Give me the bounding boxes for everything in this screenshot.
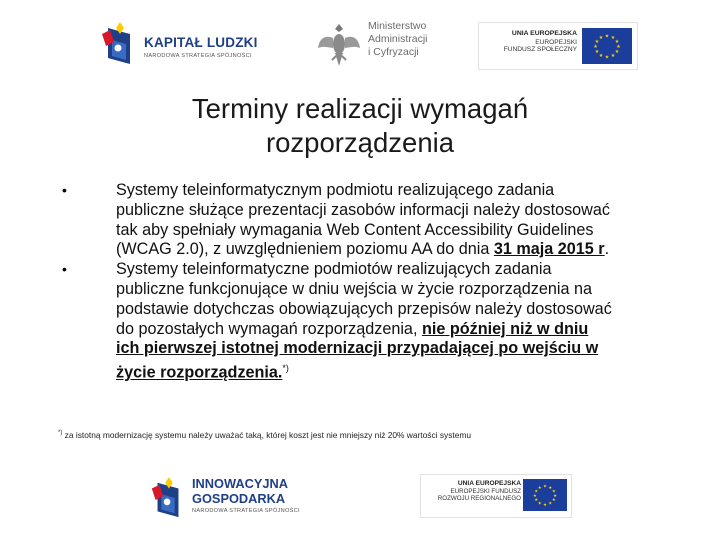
bullet-2-emphasis: nie później niż w dniu ich pierwszej istotnej modernizacji przypadającej po wejściu w życie rozporządzenia. [116,319,599,382]
kapital-ludzki-subtitle: NARODOWA STRATEGIA SPÓJNOŚCI [144,53,252,59]
bullet-text-2 [116,260,616,383]
slide-title-line-1: Terminy realizacji wymagań [191,93,529,124]
svg-text:★: ★ [551,498,556,504]
kapital-ludzki-title: KAPITAŁ LUDZKI [144,35,258,50]
eu-regional-fund-logo [420,474,572,518]
innowacyjna-subtitle: NARODOWA STRATEGIA SPÓJNOŚCI [192,508,300,514]
svg-text:★: ★ [543,503,547,508]
svg-text:★: ★ [551,489,556,495]
svg-text:★: ★ [593,44,598,50]
slide-title [100,92,620,160]
svg-text:★: ★ [553,493,558,499]
polish-eagle-icon [316,20,362,70]
ministry-line-3: i Cyfryzacji [368,46,419,58]
innowacyjna-gospodarka-emblem-icon [148,474,188,524]
svg-text:★: ★ [604,33,610,40]
bullet-marker: • [62,182,67,198]
svg-text:★: ★ [614,39,620,45]
svg-text:★: ★ [543,484,547,490]
bullet-item-2 [0,260,720,383]
svg-text:★: ★ [598,53,604,59]
eu-logo-line-2: EUROPEJSKI [535,39,577,46]
eu2-logo-line-2: EUROPEJSKI FUNDUSZ [450,488,521,495]
innowacyjna-line-1: INNOWACYJNA [192,476,288,491]
svg-text:★: ★ [610,35,616,41]
bullet-2-body: Systemy teleinformatyczne podmiotów realizujących zadania publiczne funkcjonujące w dniu wejścia w życie rozporządzenia na podstawie dotychczas obowiązujących przepisów należy dostosować do pozostałych wymagań rozporządzenia, [116,260,612,338]
bullet-list [0,181,720,421]
eu2-logo-line-3: ROZWOJU REGIONALNEGO [437,495,521,502]
slide-title-line-2: rozporządzenia [265,127,455,158]
kapital-ludzki-logo [96,16,266,72]
eu-logo-line-1: UNIA EUROPEJSKA [511,30,577,37]
deadline-date: 31 maja 2015 r [493,240,605,259]
svg-text:★: ★ [534,489,539,495]
eu2-logo-line-1: UNIA EUROPEJSKA [457,480,521,487]
svg-text:★: ★ [537,485,542,491]
bullet-1-end: . [604,240,610,259]
eu-flag-icon [523,479,567,511]
bullet-1-body: Systemy teleinformatycznym podmiotu realizującego zadania publiczne służące prezentacji zasobów informacji należy dostosować tak aby spełniały wymagania Web Content Accessibility Guidelines (WCAG 2.0), z uwzględnieniem poziomu AA do dnia [116,181,610,259]
ministry-logo [316,18,456,74]
bullet-2-footnote-marker: *) [282,363,289,374]
svg-text:★: ★ [537,501,542,507]
ministry-line-1: Ministerstwo [368,20,427,32]
footnote [58,430,471,440]
ministry-line-2: Administracji [368,33,428,45]
svg-text:★: ★ [610,53,616,59]
bullet-marker: • [62,261,67,278]
footnote-marker: *) [58,430,63,437]
svg-text:★: ★ [594,39,600,45]
svg-text:★: ★ [614,49,620,55]
innowacyjna-line-2: GOSPODARKA [192,490,286,506]
eu-flag-icon [582,28,632,64]
eu-social-fund-logo [478,22,638,70]
bullet-item-1 [0,181,720,260]
innowacyjna-gospodarka-logo [148,468,328,530]
svg-text:★: ★ [548,485,553,491]
svg-text:★: ★ [534,498,539,504]
svg-text:★: ★ [598,35,604,41]
eu-logo-line-3: FUNDUSZ SPOŁECZNY [503,46,577,53]
footnote-text: za istotną modernizację systemu należy uważać taką, której koszt jest nie mniejszy niż 20% wartości systemu [62,430,472,440]
svg-text:★: ★ [548,501,553,507]
svg-text:★: ★ [604,54,610,61]
svg-text:★: ★ [532,493,537,499]
svg-text:★: ★ [616,44,621,50]
kapital-ludzki-emblem-icon [98,20,140,70]
bullet-text-1 [116,181,616,260]
svg-text:★: ★ [594,49,600,55]
